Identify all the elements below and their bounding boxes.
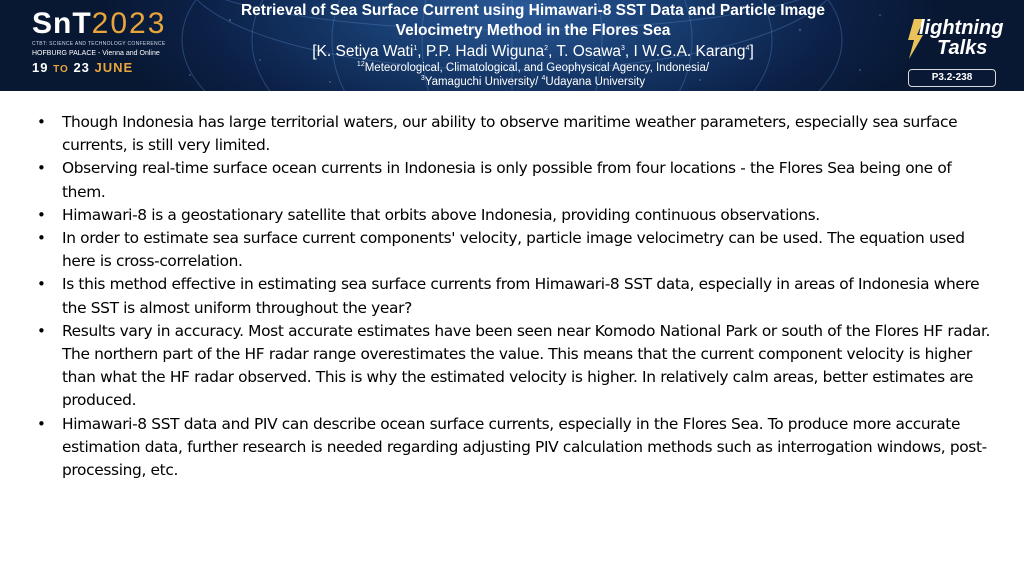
- lightning-talks-logo: [905, 17, 1015, 61]
- affiliation-line-1: [180, 61, 886, 75]
- author-4: , I W.G.A. Karang: [624, 43, 746, 60]
- bullet-item: [36, 320, 991, 413]
- presentation-code-badge: P3.2-238: [908, 69, 996, 87]
- author-3-sup: 3: [621, 44, 625, 52]
- bullet-dot: •: [37, 321, 46, 340]
- bullet-text: Himawari-8 SST data and PIV can describe ocean surface currents, especially in the Flores Sea. To produce more accurate estimation data, further research is needed regarding adjusting PIV calculation methods such as interrogation windows, post-processing, etc.: [62, 414, 987, 480]
- bullet-dot: •: [37, 275, 46, 294]
- bullet-item: [36, 413, 991, 483]
- affiliation-4-sup: 4: [541, 75, 546, 83]
- date-month: JUNE: [94, 60, 134, 75]
- author-bracket-open: [: [312, 43, 317, 60]
- conference-name: SnT: [32, 7, 92, 40]
- bullet-text: Though Indonesia has large territorial waters, our ability to observe maritime weather parameters, especially sea surface currents, is still very limited.: [62, 113, 958, 155]
- snt2023-logo: [32, 8, 182, 86]
- bullet-text: Himawari-8 is a geostationary satellite that orbits above Indonesia, providing continuous observations.: [62, 205, 820, 224]
- bullet-text: Is this method effective in estimating sea surface currents from Himawari-8 SST data, especially in areas of Indonesia where the SST is almost uniform throughout the year?: [62, 275, 980, 317]
- affiliation-1-text: Meteorological, Climatological, and Geophysical Agency, Indonesia/: [364, 62, 710, 74]
- date-start: 19: [32, 60, 49, 75]
- author-2: , P.P. Hadi Wiguna: [417, 43, 545, 60]
- bullet-text: Results vary in accuracy. Most accurate estimates have been seen near Komodo National Park or south of the Flores HF radar. The northern part of the HF radar range overestimates the value. This means that the current component velocity is higher than what the HF radar observed. This is why the estimated velocity is higher. In relatively calm areas, better estimates are produced.: [62, 321, 991, 410]
- date-to: TO: [53, 64, 69, 75]
- author-4-sup: 4: [745, 44, 750, 52]
- author-2-sup: 2: [544, 44, 549, 52]
- affiliation-1-sup: 12: [356, 61, 365, 69]
- conference-subtitle: CTBT: SCIENCE AND TECHNOLOGY CONFERENCE: [32, 41, 166, 47]
- lightning-talks-line-1: lightning: [919, 17, 1004, 39]
- affiliation-4-text: Udayana University: [545, 76, 646, 88]
- bullet-dot: •: [37, 229, 46, 248]
- bullet-item: [36, 111, 991, 157]
- author-bracket-close: ]: [749, 43, 754, 60]
- affiliation-3-text: Yamaguchi University/: [424, 76, 542, 88]
- affiliation-line-2: [180, 75, 886, 89]
- bullet-item: [36, 204, 991, 227]
- author-3: , T. Osawa: [548, 43, 622, 60]
- bullet-dot: •: [37, 414, 46, 433]
- bullet-list: [36, 111, 991, 482]
- conference-venue: HOFBURG PALACE - Vienna and Online: [32, 50, 160, 57]
- slide-title-line-2: Velocimetry Method in the Flores Sea: [395, 22, 671, 39]
- author-1-sup: 1: [413, 44, 418, 52]
- bullet-item: [36, 227, 991, 273]
- bullet-dot: •: [37, 113, 46, 131]
- conference-dates: [32, 60, 182, 75]
- lightning-talks-line-2: Talks: [937, 37, 988, 59]
- bullet-text: In order to estimate sea surface current components' velocity, particle image velocimetry can be used. The equation used here is cross-correlation.: [62, 229, 965, 271]
- bullet-item: [36, 273, 991, 319]
- conference-year: 2023: [91, 7, 167, 40]
- author-list: [180, 42, 886, 61]
- conference-wordmark: [32, 8, 182, 40]
- slide-title-line-1: Retrieval of Sea Surface Current using Himawari-8 SST Data and Particle Image: [240, 2, 826, 19]
- bullet-item: [36, 157, 991, 203]
- affiliation-3-sup: 3: [420, 75, 425, 83]
- author-1: K. Setiya Wati: [316, 43, 414, 60]
- date-end: 23: [73, 60, 90, 75]
- title-block: [180, 1, 886, 89]
- lightning-talks-text: [919, 18, 1003, 58]
- bullet-text: Observing real-time surface ocean currents in Indonesia is only possible from four locations - the Flores Sea being one of them.: [62, 159, 952, 201]
- bullet-dot: •: [37, 205, 46, 224]
- bullet-dot: •: [37, 159, 46, 178]
